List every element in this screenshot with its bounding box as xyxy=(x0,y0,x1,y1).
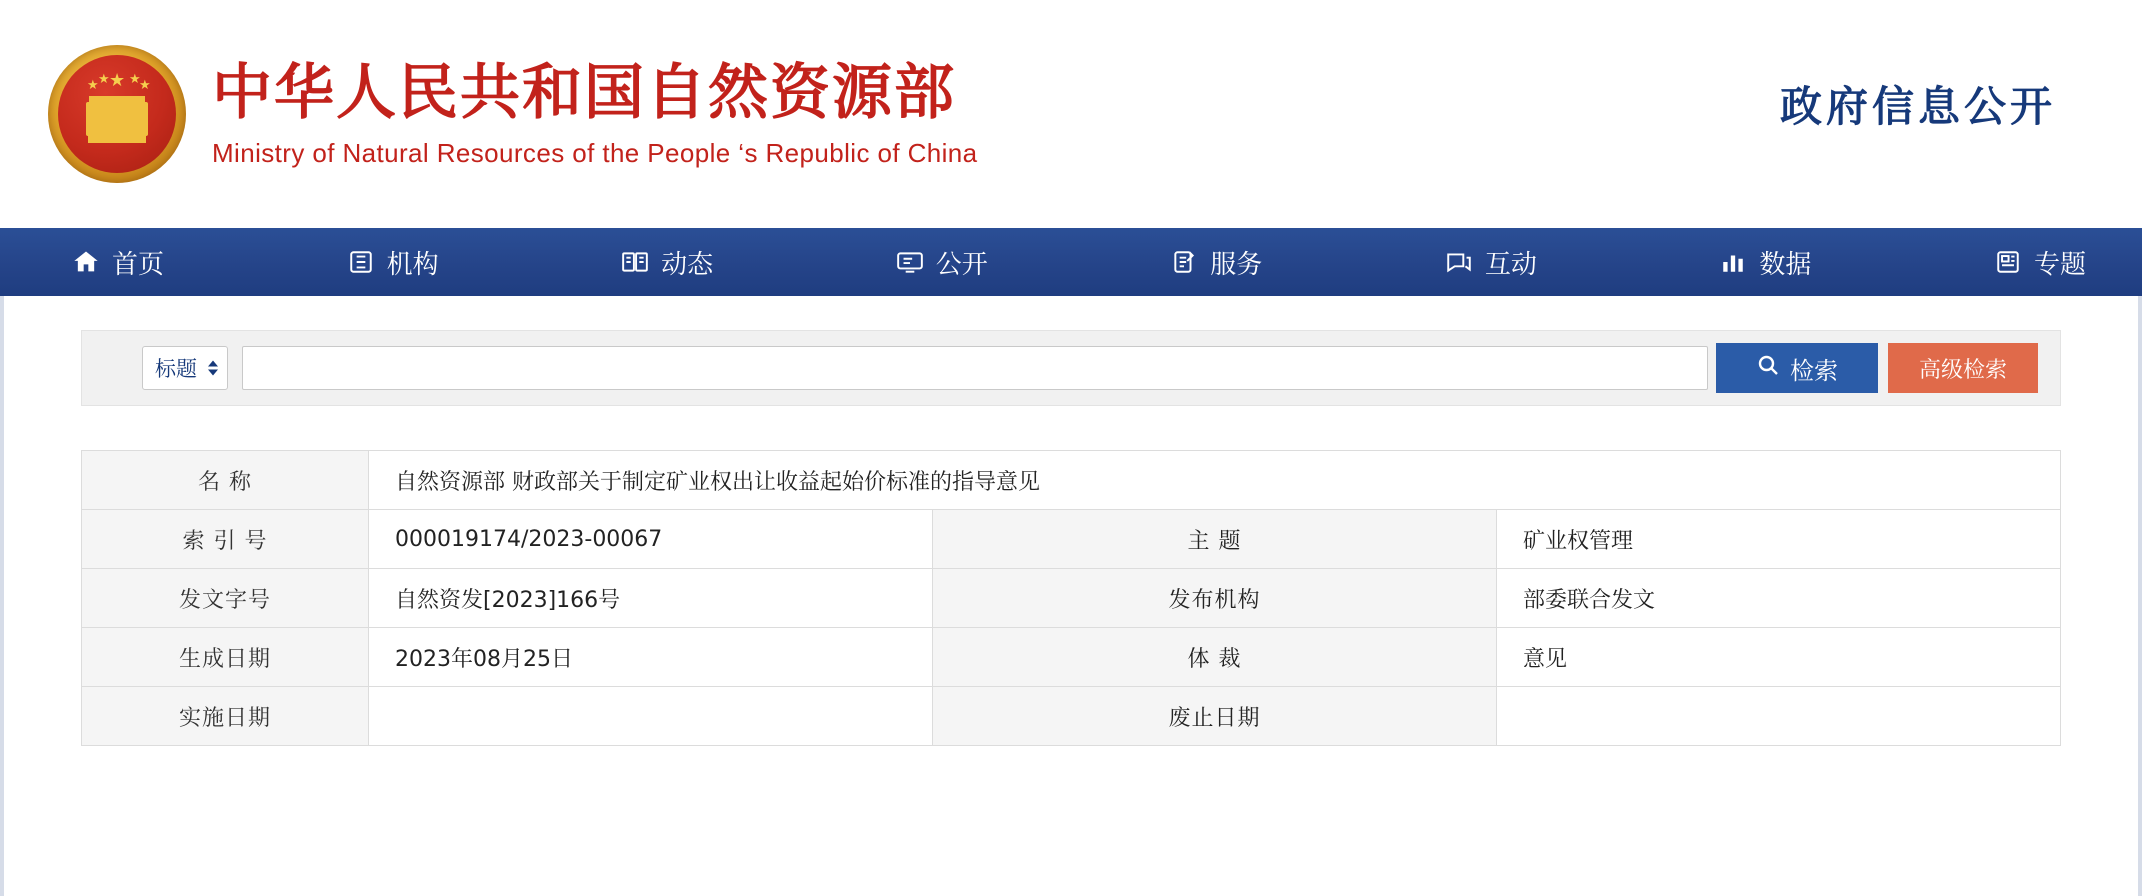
row-label-effective-date: 实施日期 xyxy=(82,687,369,746)
nav-item-label: 动态 xyxy=(661,249,714,280)
table-row xyxy=(82,451,2061,510)
row-label-doc-number: 发文字号 xyxy=(82,569,369,628)
nav-item-organization[interactable] xyxy=(347,244,439,281)
row-value-issuing-agency: 部委联合发文 xyxy=(1497,569,2061,628)
table-row xyxy=(82,687,2061,746)
search-icon xyxy=(1756,353,1780,383)
row-label-issuing-agency: 发布机构 xyxy=(933,569,1497,628)
document-pen-icon xyxy=(1170,248,1198,276)
nav-item-interaction[interactable] xyxy=(1445,244,1537,281)
nav-item-label: 专题 xyxy=(2033,249,2086,280)
advanced-search-button[interactable] xyxy=(1888,343,2038,393)
row-label-index-no: 索 引 号 xyxy=(82,510,369,569)
row-label-subject: 主 题 xyxy=(933,510,1497,569)
nav-item-label: 服务 xyxy=(1210,249,1263,280)
row-value-effective-date xyxy=(369,687,933,746)
nav-item-news[interactable] xyxy=(621,244,713,281)
nav-item-label: 数据 xyxy=(1759,249,1812,280)
nav-item-service[interactable] xyxy=(1170,244,1262,281)
search-field-select-value: 标题 xyxy=(155,357,197,381)
search-input[interactable] xyxy=(242,346,1708,390)
table-row xyxy=(82,628,2061,687)
advanced-search-label: 高级检索 xyxy=(1918,357,2007,383)
row-value-subject: 矿业权管理 xyxy=(1497,510,2061,569)
search-bar xyxy=(81,330,2061,406)
row-label-repeal-date: 废止日期 xyxy=(933,687,1497,746)
row-value-name: 自然资源部 财政部关于制定矿业权出让收益起始价标准的指导意见 xyxy=(369,451,2061,510)
building-icon xyxy=(347,248,375,276)
page-frame xyxy=(0,296,2142,896)
search-button[interactable] xyxy=(1716,343,1878,393)
site-header xyxy=(0,0,2142,228)
gov-info-disclosure-title: 政府信息公开 xyxy=(1779,82,2056,131)
news-icon xyxy=(1994,248,2022,276)
row-label-genre: 体 裁 xyxy=(933,628,1497,687)
nav-item-topics[interactable] xyxy=(1994,244,2086,281)
row-value-created-date: 2023年08月25日 xyxy=(369,628,933,687)
document-metadata-table xyxy=(81,450,2061,746)
site-title-en: Ministry of Natural Resources of the People ‘s Republic of China xyxy=(212,138,978,168)
nav-item-label: 公开 xyxy=(935,249,988,280)
row-value-genre: 意见 xyxy=(1497,628,2061,687)
row-value-repeal-date xyxy=(1497,687,2061,746)
nav-item-disclosure[interactable] xyxy=(896,244,988,281)
row-label-name: 名 称 xyxy=(82,451,369,510)
home-icon xyxy=(72,248,100,276)
bar-chart-icon xyxy=(1719,248,1747,276)
table-row xyxy=(82,569,2061,628)
nav-item-home[interactable] xyxy=(72,244,164,281)
row-value-doc-number: 自然资发[2023]166号 xyxy=(369,569,933,628)
main-navigation xyxy=(0,228,2142,296)
monitor-icon xyxy=(896,248,924,276)
table-row xyxy=(82,510,2061,569)
row-label-created-date: 生成日期 xyxy=(82,628,369,687)
nav-item-data[interactable] xyxy=(1719,244,1811,281)
chat-icon xyxy=(1445,248,1473,276)
nav-item-label: 首页 xyxy=(112,249,165,280)
book-icon xyxy=(621,248,649,276)
search-button-label: 检索 xyxy=(1790,356,1838,385)
site-title-block xyxy=(212,59,978,169)
site-title-cn: 中华人民共和国自然资源部 xyxy=(212,58,956,128)
row-value-index-no: 000019174/2023-00067 xyxy=(369,510,933,569)
main-content xyxy=(81,296,2061,746)
national-emblem-icon: ★ ★ ★ ★ ★ xyxy=(48,45,186,183)
nav-item-label: 互动 xyxy=(1484,249,1537,280)
chevron-updown-icon xyxy=(208,361,218,376)
nav-item-label: 机构 xyxy=(386,249,439,280)
search-field-select[interactable] xyxy=(142,346,228,390)
